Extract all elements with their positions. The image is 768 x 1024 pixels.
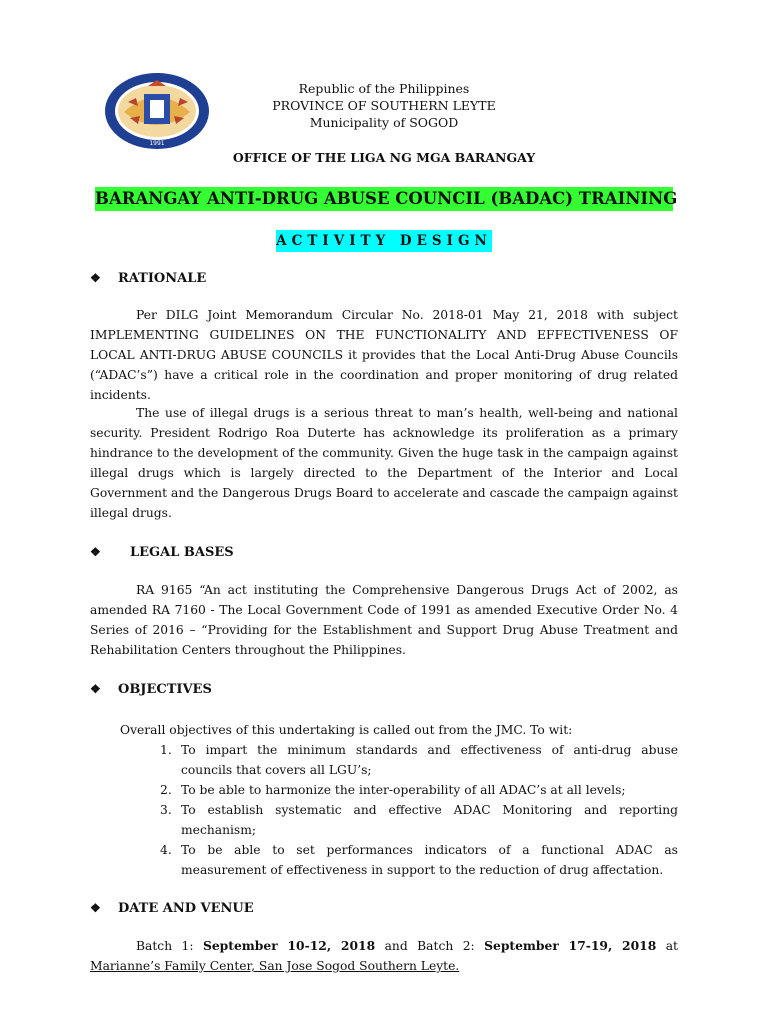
diamond-bullet-icon: ❖ [90, 682, 101, 696]
section-heading-date-venue: ❖ DATE AND VENUE [90, 901, 254, 916]
list-item: 2. To be able to harmonize the inter-operability of all ADAC’s at all levels; [160, 783, 626, 797]
section-heading-legal-bases: ❖ LEGAL BASES [90, 545, 234, 560]
list-item: 1. To impart the minimum standards and effectiveness of anti-drug abuse councils that covers all LGU’s; [160, 743, 678, 777]
list-item: 3. To establish systematic and effective ADAC Monitoring and reporting mechanism; [160, 803, 678, 837]
diamond-bullet-icon: ❖ [90, 545, 101, 559]
diamond-bullet-icon: ❖ [90, 901, 101, 915]
section-heading-objectives: ❖ OBJECTIVES [90, 682, 212, 697]
date-venue-paragraph: Batch 1: September 10-12, 2018 and Batch 2: September 17-19, 2018 at Marianne’s Family Center, San Jose Sogod Southern Leyte. [90, 938, 678, 973]
header-municipality: Municipality of SOGOD [309, 115, 459, 130]
diamond-bullet-icon: ❖ [90, 271, 101, 285]
document-title: BARANGAY ANTI-DRUG ABUSE COUNCIL (BADAC) TRAINING [95, 187, 673, 211]
venue-text: Marianne’s Family Center, San Jose Sogod Southern Leyte. [90, 959, 460, 973]
rationale-paragraph-2: The use of illegal drugs is a serious threat to man’s health, well-being and national security. President Rodrigo Roa Duterte has acknowledge its proliferation as a primary hindrance to the development of the community. Given the huge task in the campaign against illegal drugs which is largely directed to the Department of the Interior and Local Government and the Dangerous Drugs Board to accelerate and cascade the campaign against illegal drugs. [90, 406, 678, 520]
document-subtitle: ACTIVITY DESIGN [276, 230, 492, 252]
header-republic: Republic of the Philippines [298, 81, 470, 96]
objectives-list [90, 740, 678, 880]
legal-bases-paragraph: RA 9165 “An act instituting the Comprehensive Dangerous Drugs Act of 2002, as amended RA 7160 - The Local Government Code of 1991 as amended Executive Order No. 4 Series of 2016 – “Providing for the Establishment and Support Drug Abuse Treatment and Rehabilitation Centers throughout the Philippines. [90, 583, 678, 657]
section-heading-rationale: ❖ RATIONALE [90, 271, 207, 286]
rationale-paragraph-1: Per DILG Joint Memorandum Circular No. 2018-01 May 21, 2018 with subject IMPLEMENTING GUIDELINES ON THE FUNCTIONALITY AND EFFECTIVENESS OF LOCAL ANTI-DRUG ABUSE COUNCILS it provides that the Local Anti-Drug Abuse Councils (“ADAC’s”) have a critical role in the coordination and proper monitoring of drug related incidents. [90, 308, 678, 402]
seal-year: 1991 [149, 140, 165, 147]
batch1-date: September 10-12, 2018 [202, 938, 376, 953]
header-office: OFFICE OF THE LIGA NG MGA BARANGAY [232, 150, 536, 165]
batch2-date: September 17-19, 2018 [484, 938, 657, 953]
header-province: PROVINCE OF SOUTHERN LEYTE [272, 98, 496, 113]
objectives-intro: Overall objectives of this undertaking is called out from the JMC. To wit: [120, 723, 573, 737]
list-item: 4. To be able to set performances indicators of a functional ADAC as measurement of effectiveness in support to the reduction of drug affectation. [160, 843, 678, 877]
